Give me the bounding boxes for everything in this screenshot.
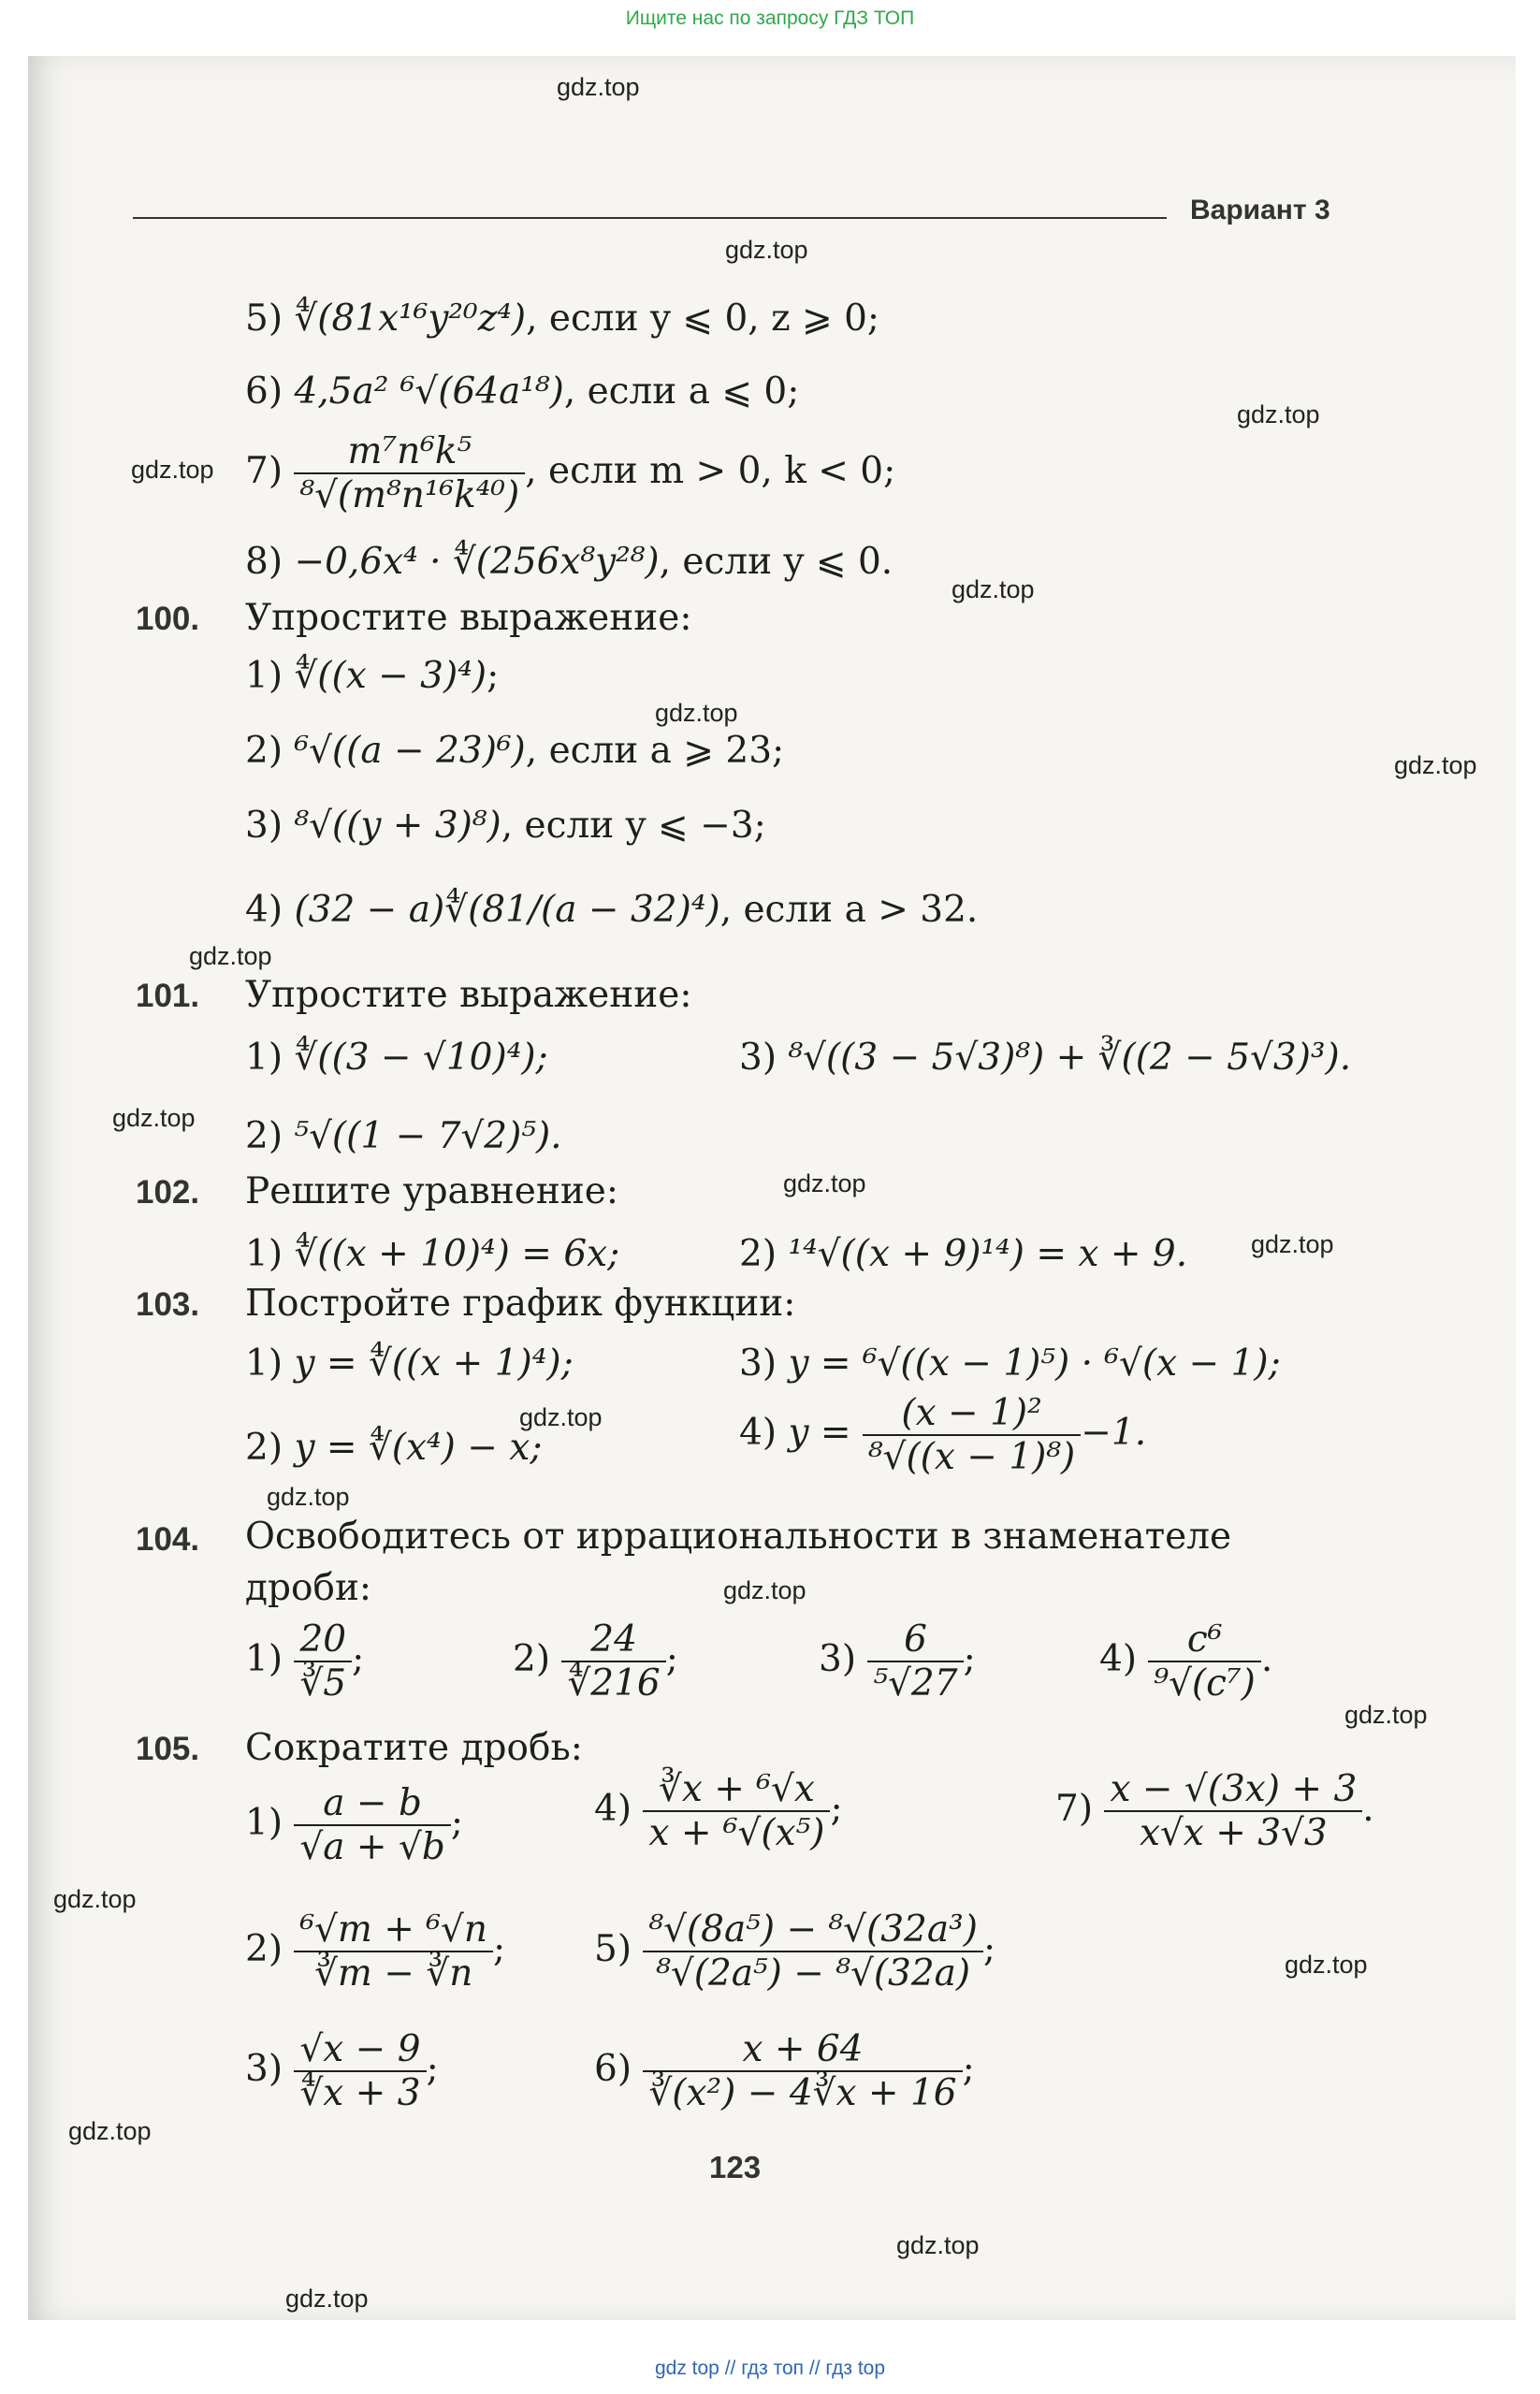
denominator: ∛(x²) − 4∛x + 16 <box>648 2072 957 2114</box>
item-number: 1) <box>245 655 283 697</box>
expression-tail: ; <box>665 1638 678 1680</box>
fraction <box>294 2028 426 2114</box>
problem-103-item-2 <box>245 1427 542 1469</box>
item-number: 2) <box>513 1638 551 1680</box>
numerator: c⁶ <box>1148 1618 1260 1662</box>
item-number: 4) <box>594 1788 632 1830</box>
problem-title: Упростите выражение: <box>245 597 692 639</box>
condition: , если a ⩽ 0; <box>563 370 800 413</box>
problem-100-item-4 <box>245 889 978 931</box>
problem-103-item-1 <box>245 1342 574 1385</box>
numerator: 20 <box>294 1618 352 1662</box>
item-number: 5) <box>245 297 283 340</box>
problem-number: 102. <box>136 1174 200 1211</box>
variant-title: Вариант 3 <box>1190 195 1330 225</box>
watermark: gdz.top <box>1251 1230 1334 1258</box>
problem-100-item-2 <box>245 730 784 772</box>
watermark: gdz.top <box>53 1885 137 1913</box>
problem-title: Упростите выражение: <box>245 974 692 1016</box>
problem-104-item-3 <box>819 1618 976 1705</box>
problem-102-item-2 <box>739 1233 1187 1275</box>
math-expression: y = ⁶√((x − 1)⁵) · ⁶√(x − 1); <box>788 1342 1281 1385</box>
item-number: 3) <box>819 1638 857 1680</box>
item-number: 7) <box>1055 1788 1094 1830</box>
problem-104-item-1 <box>245 1618 364 1705</box>
watermark: gdz.top <box>267 1483 350 1511</box>
problem-104-item-2 <box>513 1618 678 1705</box>
math-expression: ∜((3 − √10)⁴); <box>294 1037 548 1079</box>
problem-105-item-5 <box>594 1908 995 1995</box>
math-expression: y = ∜((x + 1)⁴); <box>294 1342 574 1385</box>
problem-title: Сократите дробь: <box>245 1727 583 1769</box>
problem-number: 105. <box>136 1731 200 1767</box>
expression-tail: ; <box>450 1802 463 1844</box>
problem-number: 104. <box>136 1521 200 1558</box>
numerator: ⁸√(8a⁵) − ⁸√(32a³) <box>643 1908 983 1952</box>
numerator: (x − 1)² <box>863 1392 1081 1436</box>
watermark: gdz.top <box>725 236 808 264</box>
problem-99-item-7 <box>245 430 895 516</box>
item-number: 2) <box>245 1427 283 1469</box>
bottom-links-banner[interactable]: gdz top // гдз топ // гдз top <box>654 2358 886 2379</box>
condition: , если y ⩽ 0, z ⩾ 0; <box>526 297 880 340</box>
problem-number: 101. <box>136 978 200 1014</box>
item-number: 7) <box>245 450 283 492</box>
watermark: gdz.top <box>189 942 272 970</box>
numerator: ∛x + ⁶√x <box>643 1768 830 1812</box>
watermark: gdz.top <box>557 73 640 101</box>
numerator: a − b <box>294 1782 450 1826</box>
problem-105-item-2 <box>245 1908 505 1995</box>
item-number: 1) <box>245 1233 283 1275</box>
item-number: 3) <box>739 1037 777 1079</box>
header-rule <box>133 217 1167 219</box>
item-number: 8) <box>245 541 283 583</box>
problem-104-item-4 <box>1099 1618 1272 1705</box>
problem-105-item-6 <box>594 2028 975 2114</box>
math-expression: −0,6x⁴ · ∜(256x⁸y²⁸) <box>294 541 660 583</box>
expression-tail: ; <box>963 1638 976 1680</box>
numerator: m⁷n⁶k⁵ <box>294 430 525 474</box>
expression-tail: . <box>1260 1638 1273 1680</box>
problem-105-item-1 <box>245 1782 463 1868</box>
fraction <box>643 2028 962 2114</box>
watermark: gdz.top <box>655 699 738 727</box>
page-number: 123 <box>709 2150 762 2184</box>
item-number: 4) <box>739 1412 777 1454</box>
watermark: gdz.top <box>68 2117 152 2145</box>
expression-tail: ; <box>830 1788 843 1830</box>
top-search-banner[interactable]: Ищите нас по запросу ГДЗ ТОП <box>625 7 915 29</box>
condition: , если y ⩽ −3; <box>501 805 766 847</box>
math-expression: y = ∜(x⁴) − x; <box>294 1427 543 1469</box>
fraction <box>643 1768 830 1854</box>
expression-tail: ; <box>426 2048 439 2090</box>
fraction <box>561 1618 665 1705</box>
item-number: 6) <box>594 2048 632 2090</box>
denominator: x√x + 3√3 <box>1139 1812 1328 1854</box>
denominator: ⁸√((x − 1)⁸) <box>867 1436 1076 1478</box>
denominator: ⁹√(c⁷) <box>1154 1662 1256 1705</box>
watermark: gdz.top <box>285 2285 369 2313</box>
numerator: 24 <box>561 1618 665 1662</box>
watermark: gdz.top <box>112 1104 196 1132</box>
fraction <box>294 1908 493 1995</box>
watermark: gdz.top <box>1237 400 1320 428</box>
item-number: 4) <box>245 889 283 931</box>
math-expression: ∜((x − 3)⁴) <box>294 655 487 697</box>
math-expression: 4,5a² ⁶√(64a¹⁸) <box>294 370 564 413</box>
math-expression: (32 − a)∜(81/(a − 32)⁴) <box>294 889 720 931</box>
problem-99-item-6 <box>245 370 799 413</box>
problem-number: 100. <box>136 601 200 637</box>
math-expression: ∜(81x¹⁶y²⁰z⁴) <box>294 297 527 340</box>
denominator: ∛5 <box>299 1662 347 1705</box>
numerator: 6 <box>867 1618 963 1662</box>
problem-title: Освободитесь от иррациональности в знаменателе <box>245 1516 1232 1558</box>
problem-105-item-7 <box>1055 1768 1374 1854</box>
problem-101-item-2 <box>245 1115 562 1157</box>
math-expression: ⁶√((a − 23)⁶) <box>294 730 526 772</box>
condition: , если a ⩾ 23; <box>525 730 785 772</box>
problem-105-item-3 <box>245 2028 439 2114</box>
item-number: 2) <box>739 1233 777 1275</box>
denominator: √a + √b <box>299 1826 445 1868</box>
fraction <box>863 1392 1081 1478</box>
fraction <box>294 430 525 516</box>
item-number: 2) <box>245 1928 283 1970</box>
problem-103-item-4: 4) y = $\frac{\text{(x − 1)²}}{\text{⁸√((x − 1)⁸)}}$ −1. <box>739 1392 1147 1478</box>
problem-99-item-8 <box>245 541 893 583</box>
item-number: 3) <box>245 2048 283 2090</box>
problem-99-item-5 <box>245 297 879 340</box>
expression-tail: −1. <box>1081 1412 1147 1454</box>
item-number: 1) <box>245 1037 283 1079</box>
condition: , если y ⩽ 0. <box>659 541 893 583</box>
condition: , если m > 0, k < 0; <box>525 450 896 492</box>
watermark: gdz.top <box>952 575 1035 603</box>
math-expression: ¹⁴√((x + 9)¹⁴) = x + 9. <box>788 1233 1188 1275</box>
expression-tail: ; <box>982 1928 996 1970</box>
problem-105-item-4 <box>594 1768 843 1854</box>
item-number: 3) <box>739 1342 777 1385</box>
denominator: ⁵√27 <box>873 1662 958 1705</box>
expression-tail: ; <box>352 1638 365 1680</box>
watermark: gdz.top <box>1394 751 1477 779</box>
condition: ; <box>487 655 500 697</box>
fraction <box>1148 1618 1260 1705</box>
math-expression: ⁸√((y + 3)⁸) <box>294 805 501 847</box>
denominator: ∜216 <box>567 1662 661 1705</box>
item-number: 6) <box>245 370 283 413</box>
math-expression: ⁸√((3 − 5√3)⁸) + ∛((2 − 5√3)³). <box>788 1037 1352 1079</box>
item-number: 4) <box>1099 1638 1138 1680</box>
watermark: gdz.top <box>723 1576 806 1604</box>
item-number: 1) <box>245 1802 283 1844</box>
denominator: ⁸√(2a⁵) − ⁸√(32a) <box>656 1952 971 1995</box>
denominator: ⁸√(m⁸n¹⁶k⁴⁰) <box>299 474 520 516</box>
numerator: √x − 9 <box>294 2028 426 2072</box>
watermark: gdz.top <box>783 1169 866 1197</box>
condition: , если a > 32. <box>719 889 979 931</box>
item-number: 1) <box>245 1342 283 1385</box>
math-expression: ⁵√((1 − 7√2)⁵). <box>294 1115 562 1157</box>
fraction <box>643 1908 983 1995</box>
problem-number: 103. <box>136 1286 200 1323</box>
numerator: x + 64 <box>643 2028 962 2072</box>
expression-tail: . <box>1362 1788 1374 1830</box>
item-number: 5) <box>594 1928 632 1970</box>
item-number: 2) <box>245 1115 283 1157</box>
denominator: ∛m − ∛n <box>314 1952 473 1995</box>
watermark: gdz.top <box>519 1403 603 1431</box>
problem-100-item-1 <box>245 655 499 697</box>
problem-title-continued: дроби: <box>245 1567 372 1609</box>
watermark: gdz.top <box>1344 1701 1428 1729</box>
problem-101-item-3 <box>739 1037 1351 1079</box>
watermark: gdz.top <box>131 456 214 484</box>
numerator: ⁶√m + ⁶√n <box>294 1908 493 1952</box>
numerator: x − √(3x) + 3 <box>1104 1768 1362 1812</box>
denominator: x + ⁶√(x⁵) <box>648 1812 825 1854</box>
fraction <box>1104 1768 1362 1854</box>
problem-101-item-1 <box>245 1037 548 1079</box>
math-expression: ∜((x + 10)⁴) = 6x; <box>294 1233 620 1275</box>
item-number: 1) <box>245 1638 283 1680</box>
problem-100-item-3 <box>245 805 766 847</box>
problem-title: Постройте график функции: <box>245 1283 796 1325</box>
item-number: 3) <box>245 805 283 847</box>
problem-103-item-3 <box>739 1342 1281 1385</box>
problem-title: Решите уравнение: <box>245 1170 619 1212</box>
fraction <box>867 1618 963 1705</box>
watermark: gdz.top <box>1285 1951 1368 1979</box>
watermark: gdz.top <box>896 2231 980 2259</box>
fraction <box>294 1782 450 1868</box>
denominator: ∜x + 3 <box>299 2072 421 2114</box>
expression-tail: ; <box>962 2048 975 2090</box>
expression-tail: ; <box>492 1928 506 1970</box>
item-number: 2) <box>245 730 283 772</box>
fraction <box>294 1618 352 1705</box>
problem-102-item-1 <box>245 1233 619 1275</box>
